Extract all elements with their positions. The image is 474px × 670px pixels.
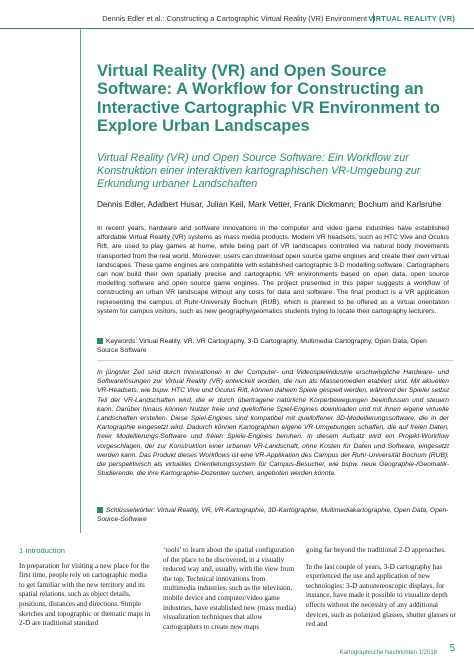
keywords-english-text: Keywords: Virtual Reality, VR, VR Cartography, 3-D Cartography, Multimedia Cartography, Open Data, Open Source Software: [97, 338, 427, 355]
keywords-german-text: Schlüsselwörter: Virtual Reality, VR, VR-Kartographie, 3D-Kartographie, Multimediakartographie, Open Data, Open-Source-Software: [97, 507, 449, 524]
square-bullet-icon: [97, 338, 103, 344]
journal-name: Kartographische Nachrichten 1/2018: [339, 650, 437, 656]
paragraph: In the last couple of years, 3-D cartography has experienced the use and application of new technologies: 3-D autostereoscopic displays, for instance, have made it possible to visualize depth effects without the necessity of any additional devices, such as polarized glasses, shutter glasses or red and: [306, 562, 456, 629]
paragraph: ‘tools’ to learn about the spatial configuration of the place to be discovered, in a visually reduced way and, usually, with the view from the top. Technical innovations from multimedia industries, such as the television, mobile device and computer/video game industries, have established new (mass media) visualization techniques that allow cartographers to create new maps: [163, 546, 296, 631]
margin-rule: [80, 28, 81, 533]
running-title: Dennis Edler et al.: Constructing a Cartographic Virtual Reality (VR) Environment: [102, 14, 367, 23]
article-subtitle: Virtual Reality (VR) und Open Source Software: Ein Workflow zur Konstruktion einer interaktiven kartographischen VR-Umgebung zur Erkundung urbaner Landschaften: [97, 152, 421, 190]
article-title: Virtual Reality (VR) and Open Source Software: A Workflow for Constructing an Interactive Cartographic VR Environment to Explore Urban Landscapes: [97, 62, 440, 135]
paragraph: going far beyond the traditional 2-D approaches.: [306, 546, 446, 554]
square-bullet-icon: [97, 507, 103, 513]
running-header: [0, 12, 474, 26]
body-column-1: [19, 546, 153, 629]
header-rule: [0, 28, 474, 29]
keywords-english: [97, 337, 449, 355]
abstract-divider: [97, 360, 453, 361]
paragraph: In preparation for visiting a new place for the first time, people rely on cartographic media to get familiar with the new territory and its spatial relations, such as object details, positions, distances and directions. Simple sketches and topographic or thematic maps in 2-D are traditional standard: [19, 561, 151, 628]
abstract-english: In recent years, hardware and software innovations in the computer and video game industries have established affordable Virtual Reality (VR) systems as mass media products. Modern VR headsets, such as HTC Vive and Oculus Rift, are used to play games at home, while being part of VR landscapes controlled via natural body movements transported from the real world. Moreover, users can download open source game engines and create their own virtual landscapes. These game engines are compatible with established cartographic 3-D modelling software. Cartographers can now build their own spatially precise and cartographic VR environments based on open data, open source modelling software and open source game engines. The project presented in this paper suggests a workflow of constructing an urban VR landscape without any costs for data and software. The final product is a VR application representing the campus of Ruhr-University Bochum (RUB), which is planned to be offered as a virtual orientation system for campus visitors, such as new geography/geomatics students trying to locate their cartography lecturers.: [97, 225, 449, 315]
author-line: Dennis Edler, Adalbert Husar, Julian Keil, Mark Vetter, Frank Dickmann; Bochum and Karlsruhe: [97, 200, 442, 209]
page-number: 5: [449, 643, 455, 654]
body-column-2: [163, 546, 297, 632]
section-heading: 1 Introduction: [19, 546, 66, 555]
abstract-german: In jüngster Zeit sind durch Innovationen in der Computer- und Videospielindustrie erschwingliche Hardware- und Softwarelösungen zur Virtual Reality (VR) entwickelt worden, die nun als Massenmedien etabliert sind. Mit aktuellen VR-Headsets, wie bspw. HTC Vive und Oculus Rift, können daheim Spiele gespielt werden, während der Spieler selbst Teil der VR-Landschaften wird, die er durch übertragene natürliche Körperbewegungen beeinflussen und steuern kann. Darüber hinaus können Nutzer freie und quelloffene Spiel-Engines downloaden und mit ihnen eigene virtuelle Landschaften erstellen. Diese Spiel-Engines sind kompatibel mit quelloffener 3D-Modellierungssoftware, die in der Kartographie eingesetzt wird. Dadurch können Kartographen eigene VR-Umgebungen schaffen, die auf freien Daten, freier Modellierungs-Software und freien Spiele-Engines beruhen. In diesem Aufsatz wird ein Projekt-Workflow vorgeschlagen, der zur Konstruktion einer urbanen VR-Landschaft, ohne Kosten für Daten und Software, eingesetzt werden kann. Das Produkt dieses Workflows ist eine VR-Applikation des Campus der Ruhr-Universität Bochum (RUB), die perspektivisch als virtuelles Orientierungssystem für Campus-Besucher, wie bspw. neue Geographie-/Geomatik-Studierende, die ihre Kartographie-Dozenten suchen, angeboten werden könnte.: [97, 369, 449, 478]
section-label: VIRTUAL REALITY (VR): [368, 14, 455, 23]
keywords-german: [97, 506, 449, 524]
body-column-3: [306, 546, 456, 630]
